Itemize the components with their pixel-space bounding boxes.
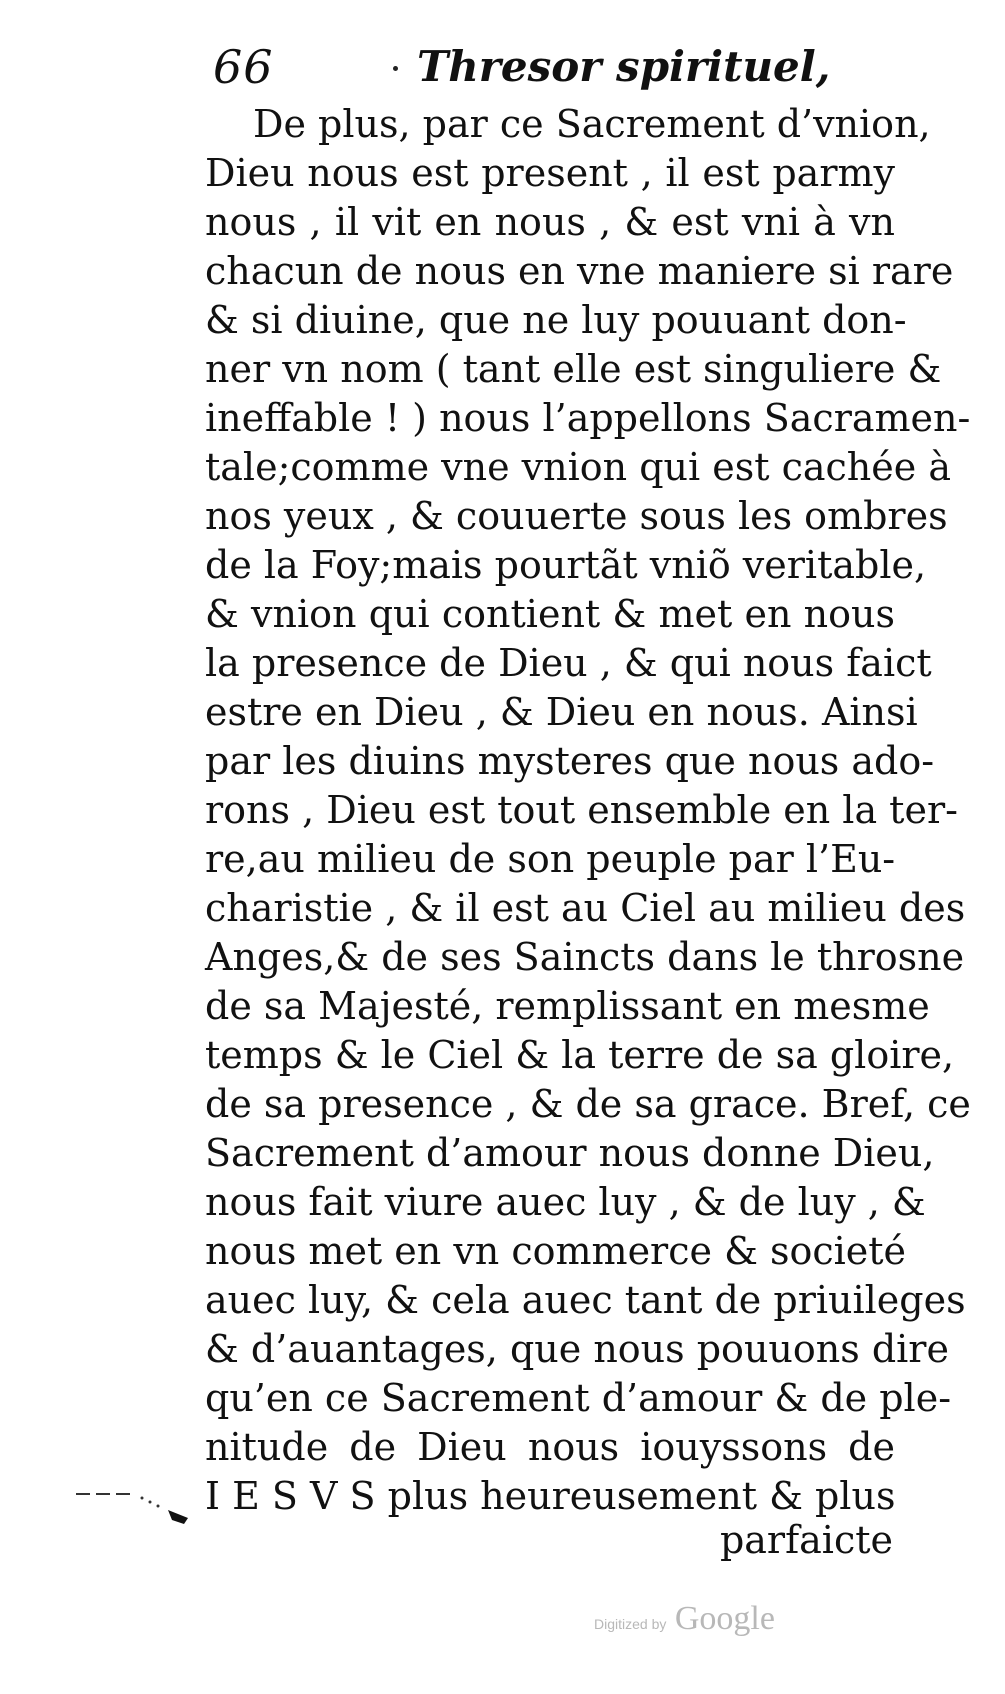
text-line: Dieu nous est present , il est parmy xyxy=(205,151,895,195)
digitization-watermark xyxy=(594,1600,775,1638)
page-number: 66 xyxy=(213,40,274,94)
text-line: la presence de Dieu , & qui nous faict xyxy=(205,641,932,685)
text-line: nous , il vit en nous , & est vni à vn xyxy=(205,200,895,244)
text-line: par les diuins mysteres que nous ado- xyxy=(205,739,935,783)
text-line: de la Foy;mais pourtãt vniõ veritable, xyxy=(205,543,927,587)
text-line: rons , Dieu est tout ensemble en la ter- xyxy=(205,788,958,832)
watermark-prefix: Digitized by xyxy=(594,1616,667,1632)
text-line: charistie , & il est au Ciel au milieu des xyxy=(205,886,966,930)
text-line: & d’auantages, que nous pouuons dire xyxy=(205,1327,949,1371)
text-line: estre en Dieu , & Dieu en nous. Ainsi xyxy=(205,690,918,734)
text-line: Sacrement d’amour nous donne Dieu, xyxy=(205,1131,935,1175)
text-line: tale;comme vne vnion qui est cachée à xyxy=(205,445,951,489)
text-line: nous fait viure auec luy , & de luy , & xyxy=(205,1180,926,1224)
running-title: Thresor spirituel, xyxy=(417,42,831,91)
text-line: Anges,& de ses Saincts dans le throsne xyxy=(205,935,965,979)
text-line: nitude de Dieu nous iouyssons de xyxy=(205,1425,895,1469)
text-line: & si diuine, que ne luy pouuant don- xyxy=(205,298,907,342)
body-text xyxy=(205,100,971,1521)
text-line: I E S V S plus heureusement & plus xyxy=(205,1474,896,1518)
text-line: temps & le Ciel & la terre de sa gloire, xyxy=(205,1033,955,1077)
catchword: parfaicte xyxy=(719,1518,893,1562)
text-line: auec luy, & cela auec tant de priuileges xyxy=(205,1278,966,1322)
text-line: de sa Majesté, remplissant en mesme xyxy=(205,984,930,1028)
text-line: nous met en vn commerce & societé xyxy=(205,1229,907,1273)
text-line: re,au milieu de son peuple par l’Eu- xyxy=(205,837,896,881)
margin-ink-marks xyxy=(76,1490,196,1530)
text-line: ner vn nom ( tant elle est singuliere & xyxy=(205,347,942,391)
text-line: de sa presence , & de sa grace. Bref, ce xyxy=(205,1082,971,1126)
text-line: qu’en ce Sacrement d’amour & de ple- xyxy=(205,1376,952,1420)
text-line: ineffable ! ) nous l’appellons Sacramen- xyxy=(205,396,971,440)
page-header xyxy=(213,36,893,96)
text-line: chacun de nous en vne maniere si rare xyxy=(205,249,954,293)
header-dot xyxy=(393,66,398,71)
text-line: & vnion qui contient & met en nous xyxy=(205,592,895,636)
text-line: nos yeux , & couuerte sous les ombres xyxy=(205,494,948,538)
watermark-brand: Google xyxy=(674,1600,775,1637)
text-line: De plus, par ce Sacrement d’vnion, xyxy=(253,102,931,146)
